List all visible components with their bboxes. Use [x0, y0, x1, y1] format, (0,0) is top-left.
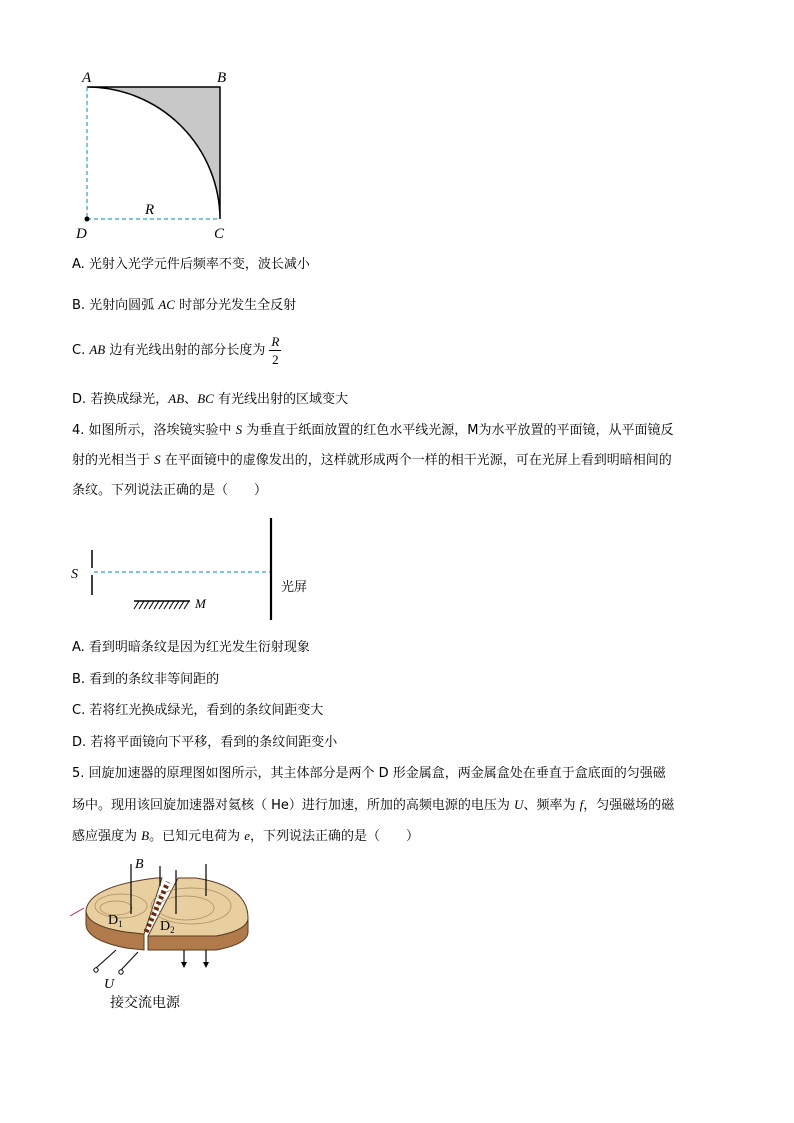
- q4-option-b: B. 看到的条纹非等间距的: [72, 672, 220, 687]
- q3-option-c-suffix: 边有光线出射的部分长度为: [105, 343, 266, 358]
- q4-line1-b: 为垂直于纸面放置的红色水平线光源，M为水平放置的平面镜，从平面镜反: [242, 423, 674, 438]
- q4-line2-a: 射的光相当于: [72, 453, 155, 468]
- label-screen: 光屏: [281, 580, 308, 595]
- q5-line3-c: 。已知元电荷为: [149, 829, 245, 844]
- q3-option-b-prefix: B. 光射向圆弧: [72, 298, 159, 313]
- q3-option-d-suffix: 有光线出射的区域变大: [213, 392, 348, 407]
- field-arrowheads: [181, 962, 209, 968]
- q5-line2-b: 、频率为: [523, 798, 580, 813]
- q3-option-d-prefix: D. 若换成绿光，: [72, 392, 169, 407]
- q5-stem-line3: [72, 827, 419, 846]
- caption-ac-source: 接交流电源: [110, 995, 180, 1011]
- label-c: C: [214, 226, 225, 242]
- label-s: S: [71, 567, 78, 582]
- q5-line2-a: 场中。现用该回旋加速器对氦核（ He）进行加速，所加的高频电源的电压为: [72, 798, 515, 813]
- q5-line3-d: ，下列说法正确的是（ ）: [250, 829, 420, 844]
- fraction-r-over-2: [269, 333, 281, 368]
- cyclotron-figure: [66, 856, 266, 1016]
- q3-option-a: A. 光射入光学元件后频率不变，波长减小: [72, 257, 310, 272]
- center-point-d: [85, 217, 90, 222]
- q5-line3-e: e: [244, 828, 251, 843]
- label-d2: $D_2$: [160, 919, 175, 935]
- q5-stem-line2: [72, 796, 674, 815]
- q3-option-c-var: AB: [89, 342, 106, 357]
- q4-option-c: C. 若将红光换成绿光，看到的条纹间距变大: [72, 703, 324, 718]
- q3-option-b-var: AC: [158, 297, 175, 312]
- label-r: R: [145, 202, 155, 218]
- q5-line2-c: ，匀强磁场的磁: [583, 798, 675, 813]
- q3-option-d-sep: 、: [184, 392, 198, 407]
- shaded-region: [87, 87, 220, 219]
- q4-stem-line3: 条纹。下列说法正确的是（ ）: [72, 483, 268, 498]
- source-wires: [96, 950, 138, 970]
- terminal-left: [94, 968, 98, 972]
- q4-stem-line2: [72, 451, 672, 470]
- q3-option-d-var2: BC: [197, 391, 214, 406]
- q4-line1-a: 4. 如图所示，洛埃镜实验中: [72, 423, 236, 438]
- q3-option-d-var1: AB: [168, 391, 185, 406]
- q4-option-a: A. 看到明暗条纹是因为红光发生衍射现象: [72, 640, 310, 655]
- q5-line3-a: 感应强度为: [72, 829, 142, 844]
- terminal-right: [119, 970, 123, 974]
- label-d1: $D_1$: [108, 913, 123, 929]
- optics-figure-quarter-circle: [70, 62, 240, 247]
- q4-line2-b: 在平面镜中的虚像发出的，这样就形成两个一样的相干光源，可在光屏上看到明暗相间的: [160, 453, 672, 468]
- lloyd-mirror-figure: [68, 512, 328, 627]
- q4-line2-s: S: [154, 452, 161, 467]
- q3-option-c: [72, 333, 281, 368]
- q3-option-b-suffix: 时部分光发生全反射: [174, 298, 297, 313]
- q3-option-d: [72, 390, 348, 409]
- fraction-denominator: 2: [272, 352, 279, 367]
- mirror-hatching: [134, 601, 189, 609]
- q3-option-b: [72, 296, 296, 315]
- incoming-beam: [70, 908, 84, 916]
- q5-line3-b: B: [141, 828, 150, 843]
- label-b-field: B: [135, 857, 144, 872]
- label-b: B: [217, 70, 227, 86]
- q4-option-d: D. 若将平面镜向下平移，看到的条纹间距变小: [72, 735, 338, 750]
- label-d: D: [76, 226, 87, 242]
- q5-stem-line1: 5. 回旋加速器的原理图如图所示，其主体部分是两个 D 形金属盒，两金属盒处在垂直于盒底面的匀强磁: [72, 766, 666, 781]
- label-m: M: [195, 596, 206, 611]
- label-u: U: [104, 977, 115, 992]
- q5-line2-f: f: [579, 797, 584, 812]
- fraction-numerator: R: [271, 334, 280, 349]
- q5-line2-u: U: [514, 797, 524, 812]
- label-a: A: [82, 70, 92, 86]
- q4-line1-s: S: [235, 422, 243, 437]
- q4-stem-line1: [72, 421, 674, 440]
- q3-option-c-prefix: C.: [72, 343, 90, 358]
